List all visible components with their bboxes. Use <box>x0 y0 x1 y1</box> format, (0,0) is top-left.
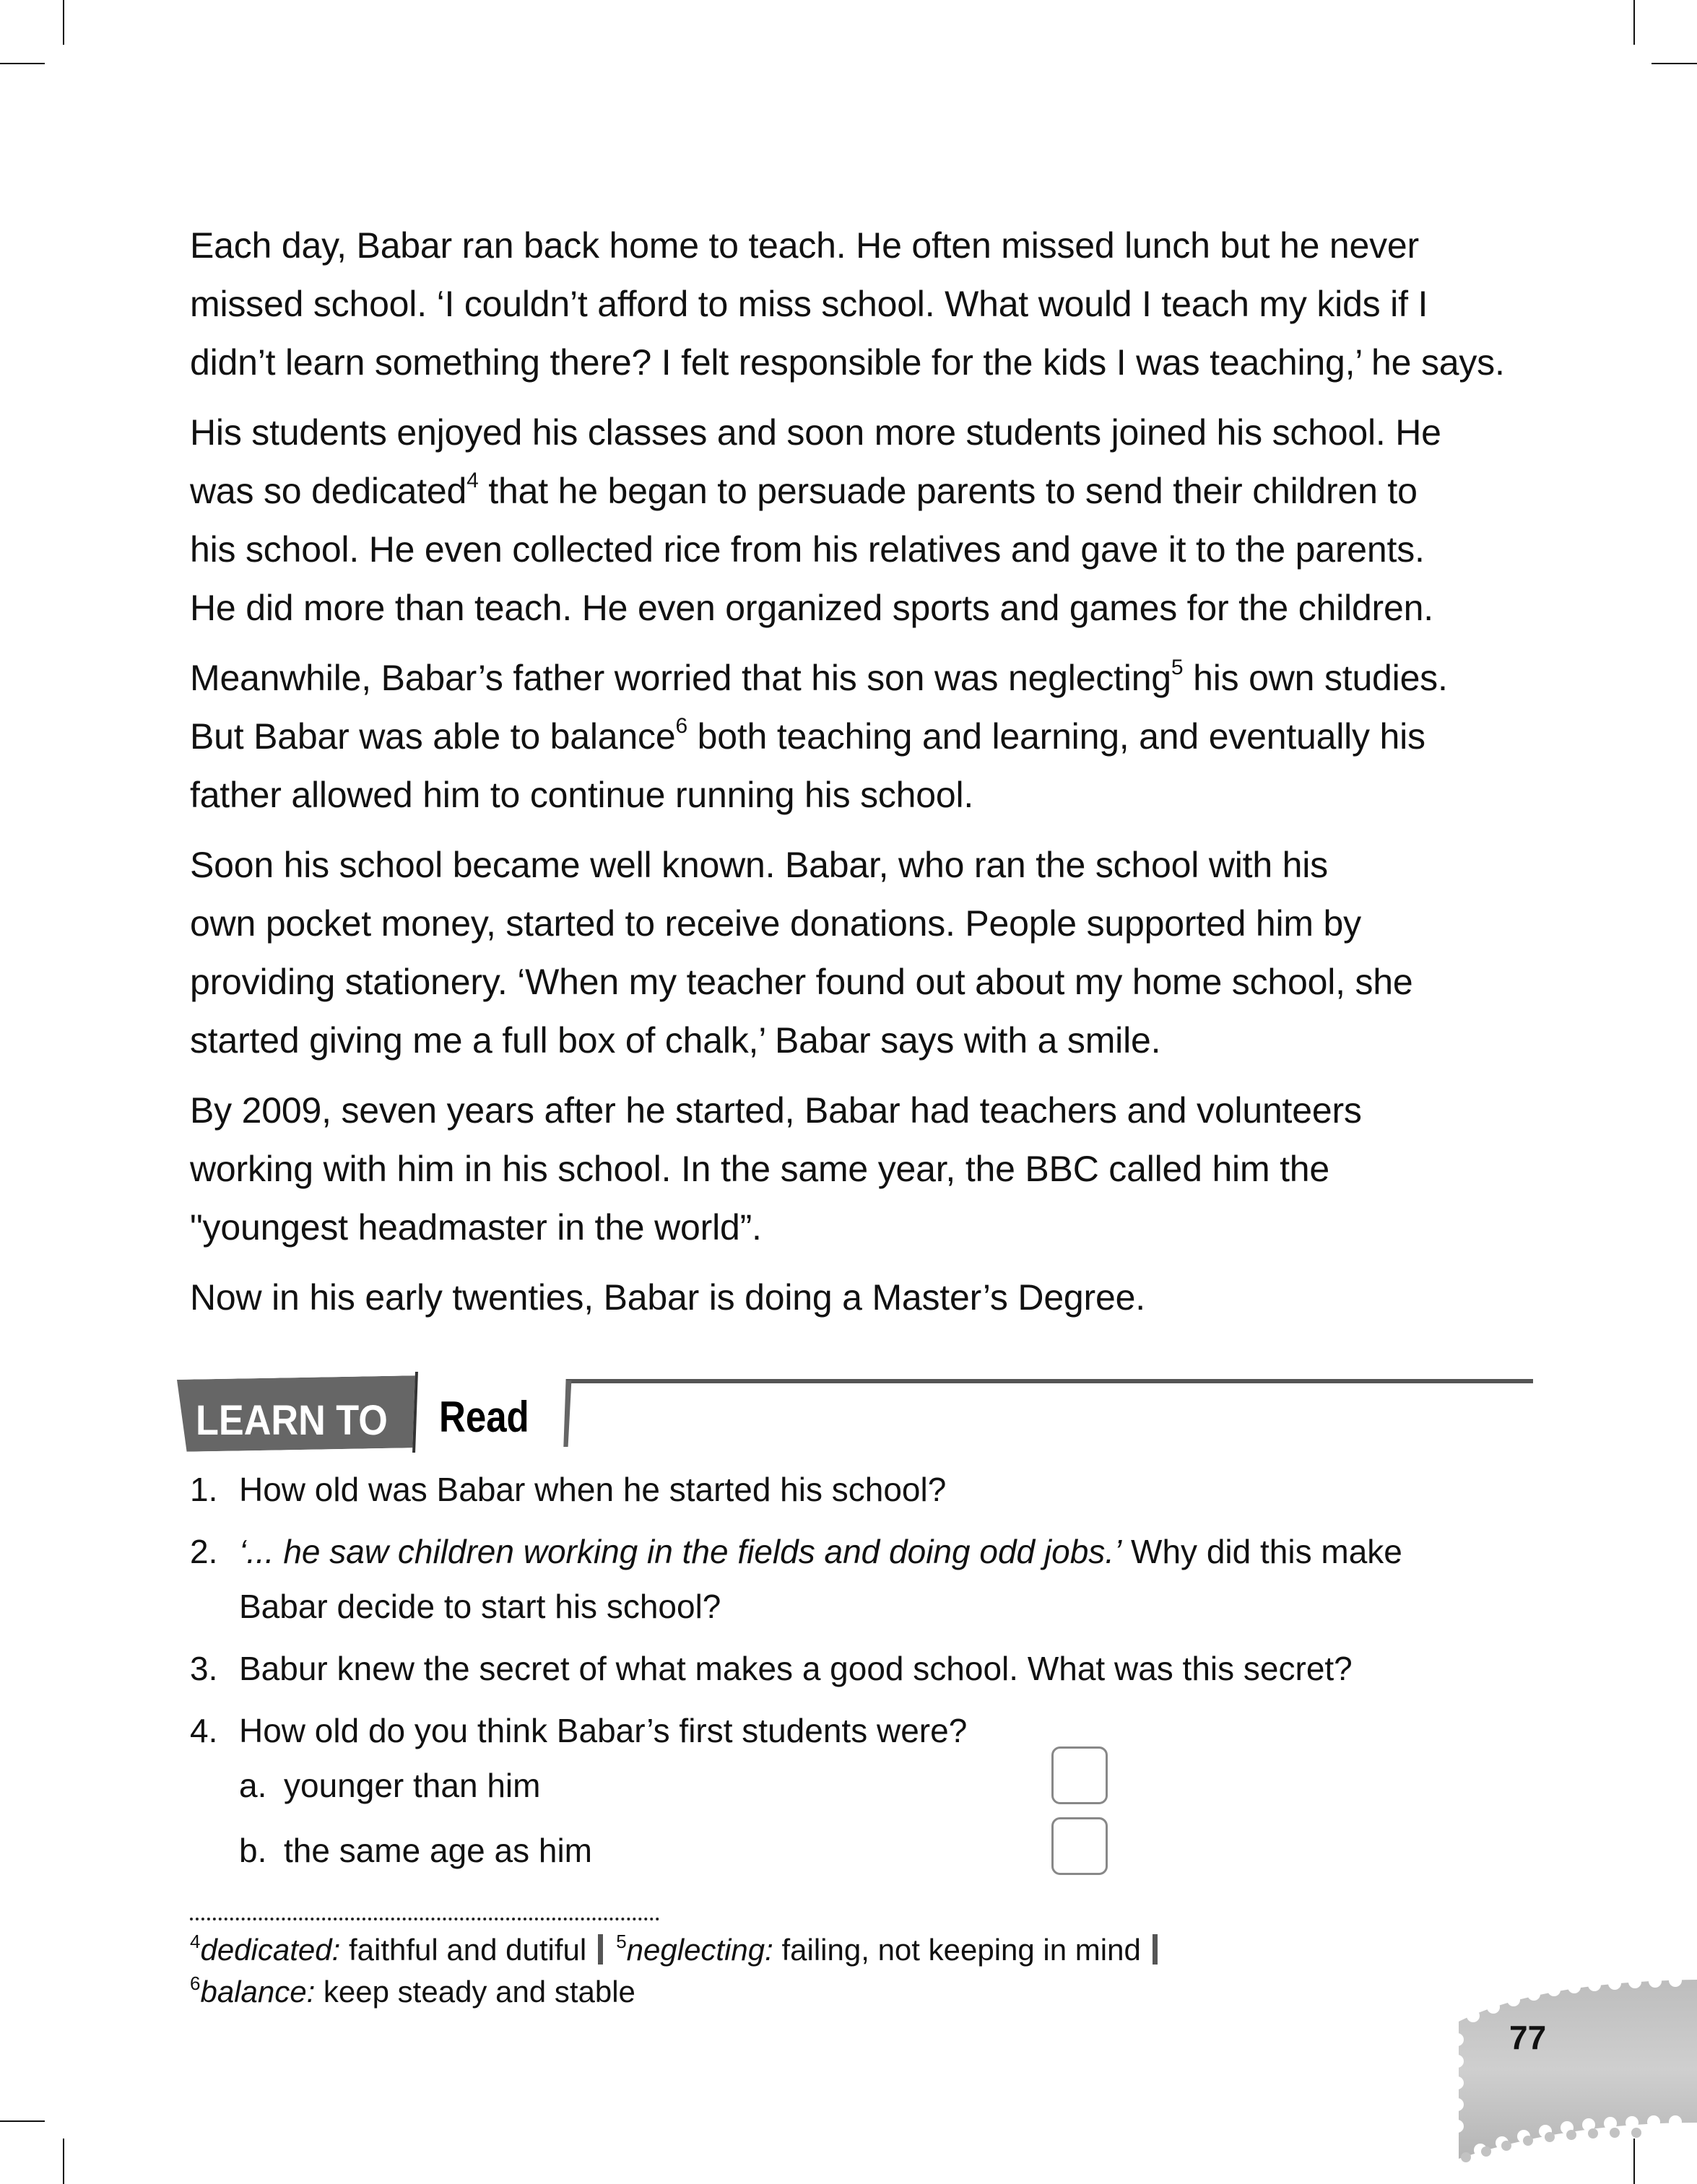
quoted-excerpt: ‘... he saw children working in the fields and doing odd jobs.’ <box>239 1533 1122 1570</box>
crop-mark-bottom-left-vertical <box>63 2139 64 2184</box>
question-4: 4. How old do you think Babar’s first students were? <box>190 1712 968 1749</box>
paragraph-2: His students enjoyed his classes and soon more students joined his school. He was so dedicated$^4$ that he began to persuade parents to send their children to his school. He even collected rice from his relatives and gave it to the parents. He did more than teach. He even organized sports and games for the children. <box>190 412 1441 628</box>
checkbox-option-a[interactable] <box>1051 1746 1108 1804</box>
paragraph-3: Meanwhile, Babar’s father worried that his son was neglecting$^5$ his own studies. But Babar was able to balance$^6$ both teaching and learning, and eventually his father allowed him to continue running his school. <box>190 656 1448 815</box>
footnote-separator <box>1153 1934 1158 1965</box>
question-2: 2. ‘... he saw children working in the fields and doing odd jobs.’ Why did this make Babar decide to start his school? <box>190 1533 1402 1625</box>
paragraph-4: Soon his school became well known. Babar, who ran the school with his own pocket money, started to receive donations. People supported him by providing stationery. ‘When my teacher found out about my home school, she started giving me a full box of chalk,’ Babar says with a smile. <box>190 845 1413 1061</box>
crop-mark-top-left-vertical <box>63 0 64 45</box>
footnote-separator <box>598 1934 603 1965</box>
footnote-ref-6: 6 <box>675 714 687 739</box>
banner-title: Read <box>439 1393 529 1441</box>
crop-mark-top-right-horizontal <box>1652 63 1697 64</box>
question-1: 1. How old was Babar when he started his school? <box>190 1471 947 1508</box>
checkbox-option-b[interactable] <box>1051 1817 1108 1875</box>
crop-mark-bottom-left-horizontal <box>0 2120 45 2122</box>
option-a: a. younger than him <box>190 1758 1490 1829</box>
banner-prefix: LEARN TO <box>196 1397 388 1444</box>
question-list <box>190 1462 1490 1894</box>
page-number: 77 <box>1509 2019 1547 2056</box>
story-body <box>190 217 1540 1339</box>
crop-mark-top-right-vertical <box>1633 0 1635 45</box>
question-3: 3. Babur knew the secret of what makes a good school. What was this secret? <box>190 1650 1353 1687</box>
footnotes <box>190 1929 1171 2013</box>
paragraph-1: Each day, Babar ran back home to teach. He often missed lunch but he never missed school. ‘I couldn’t afford to miss school. What would I teach my kids if I didn’t learn something there? I felt responsible for the kids I was teaching,’ he says. <box>190 225 1505 383</box>
footnote-5: $^5$neglecting: failing, not keeping in mind <box>616 1931 1141 1967</box>
footnote-divider <box>190 1918 659 1920</box>
footnote-4: $^4$dedicated: faithful and dutiful <box>190 1931 587 1967</box>
footnote-6: $^6$balance: keep steady and stable <box>190 1972 635 2009</box>
footnote-ref-5: 5 <box>1171 656 1184 680</box>
banner-rule <box>565 1379 1533 1383</box>
paragraph-6: Now in his early twenties, Babar is doing a Master’s Degree. <box>190 1277 1145 1318</box>
learn-to-read-banner <box>175 1365 1533 1451</box>
crop-mark-top-left-horizontal <box>0 63 45 64</box>
paragraph-5: By 2009, seven years after he started, Babar had teachers and volunteers working with him in his school. In the same year, the BBC called him the "youngest headmaster in the world”. <box>190 1090 1362 1248</box>
page-number-badge <box>1451 1971 1697 2166</box>
option-b: b. the same age as him <box>190 1829 1490 1894</box>
footnote-ref-4: 4 <box>466 469 479 493</box>
